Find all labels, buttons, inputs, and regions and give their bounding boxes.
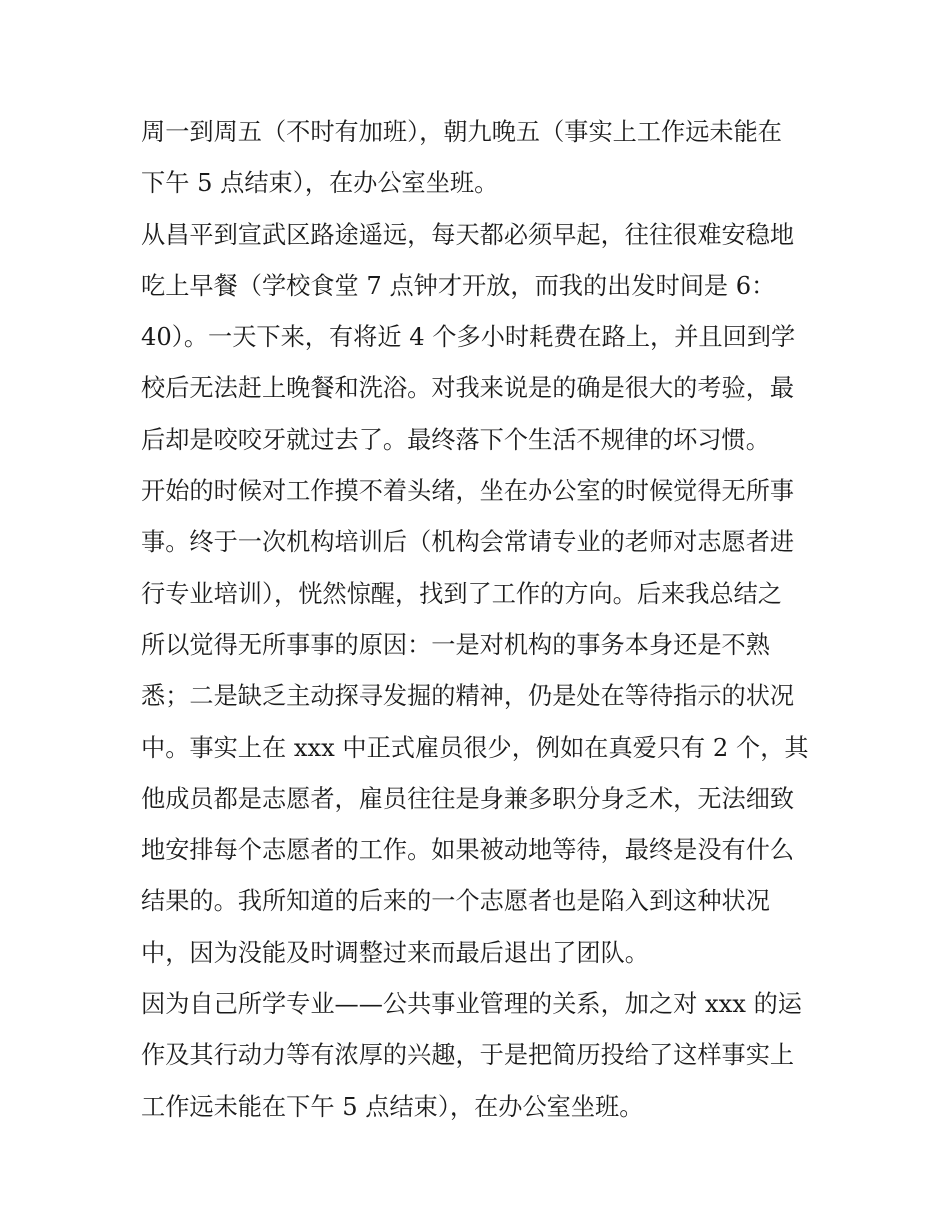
text-line-2: 下午 5 点结束），在办公室坐班。 [141, 169, 499, 198]
text-line-16: 结果的。我所知道的后来的一个志愿者也是陷入到这种状况 [141, 887, 770, 916]
text-line-9: 事。终于一次机构培训后（机构会常请专业的老师对志愿者进 [141, 528, 795, 557]
text-line-15: 地安排每个志愿者的工作。如果被动地等待，最终是没有什么 [141, 836, 795, 865]
text-line-17: 中，因为没能及时调整过来而最后退出了团队。 [141, 938, 649, 967]
text-line-7: 后却是咬咬牙就过去了。最终落下个生活不规律的坏习惯。 [141, 425, 770, 454]
text-line-8: 开始的时候对工作摸不着头绪，坐在办公室的时候觉得无所事 [141, 477, 795, 506]
text-line-12: 悉；二是缺乏主动探寻发掘的精神，仍是处在等待指示的状况 [141, 682, 795, 711]
document-body [141, 107, 831, 1133]
text-line-5: 40）。一天下来，有将近 4 个多小时耗费在路上，并且回到学 [141, 323, 796, 352]
text-line-10: 行专业培训），恍然惊醒，找到了工作的方向。后来我总结之 [141, 579, 782, 608]
text-line-20: 工作远未能在下午 5 点结束），在办公室坐班。 [141, 1092, 644, 1121]
text-line-1: 周一到周五（不时有加班），朝九晚五（事实上工作远未能在 [141, 118, 782, 146]
text-line-18: 因为自己所学专业——公共事业管理的关系，加之对 xxx 的运 [141, 990, 802, 1019]
text-line-4: 吃上早餐（学校食堂 7 点钟才开放，而我的出发时间是 6： [141, 271, 776, 300]
text-line-3: 从昌平到宣武区路途遥远，每天都必须早起，往往很难安稳地 [141, 220, 795, 249]
text-line-19: 作及其行动力等有浓厚的兴趣，于是把简历投给了这样事实上 [141, 1041, 795, 1070]
text-line-6: 校后无法赶上晚餐和洗浴。对我来说是的确是很大的考验，最 [141, 374, 795, 403]
text-line-14: 他成员都是志愿者，雇员往往是身兼多职分身乏术，无法细致 [141, 784, 795, 813]
text-line-13: 中。事实上在 xxx 中正式雇员很少，例如在真爱只有 2 个，其 [141, 733, 809, 762]
text-line-11: 所以觉得无所事事的原因：一是对机构的事务本身还是不熟 [141, 630, 770, 659]
